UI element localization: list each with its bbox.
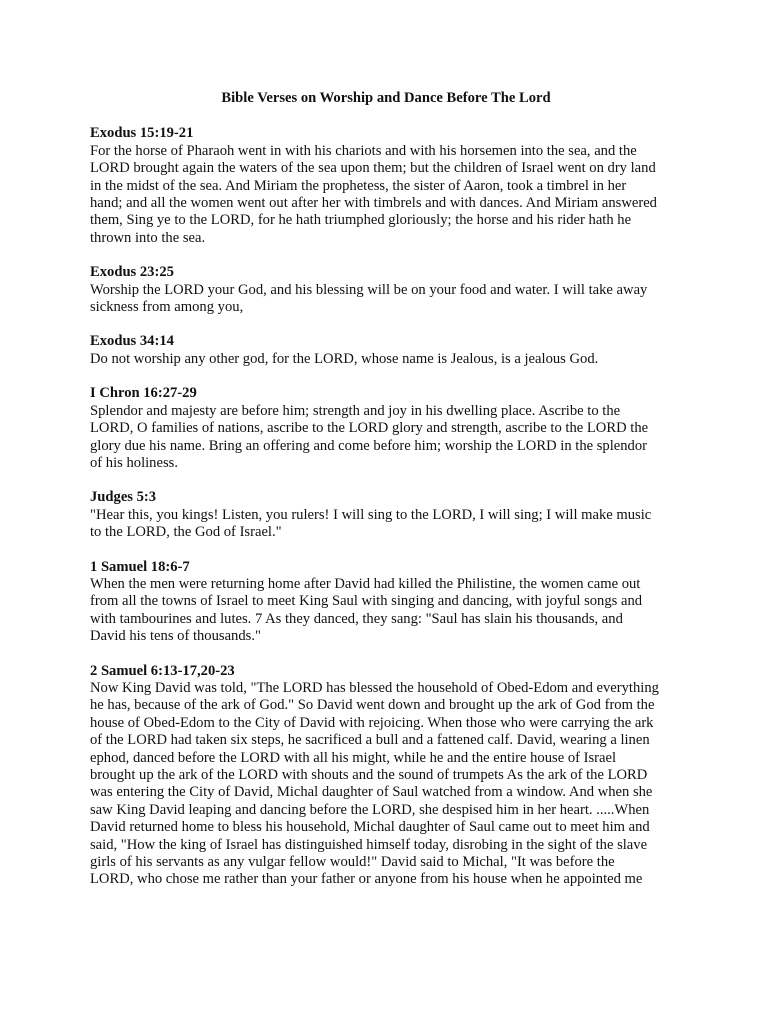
verse-text: When the men were returning home after David had killed the Philistine, the women came out from all the towns of Israel to meet King Saul with singing and dancing, with joyful songs and with tambourines and lutes. 7 As they danced, they sang: "Saul has slain his thousands, and David his tens of thousands." (90, 575, 643, 645)
verse-text: For the horse of Pharaoh went in with his chariots and with his horsemen into the sea, and the LORD brought again the waters of the sea upon them; but the children of Israel went on dry land in the midst of the sea. And Miriam the prophetess, the sister of Aaron, took a timbrel in her hand; and all the women went out after her with timbrels and with dances. And Miriam answered them, Sing ye to the LORD, for he hath triumphed gloriously; the horse and his rider hath he thrown into the sea. (90, 142, 657, 246)
verse-reference: 2 Samuel 6:13-17,20-23 (90, 662, 235, 679)
verse-block (90, 663, 682, 889)
verse-reference: 1 Samuel 18:6-7 (90, 558, 190, 575)
verse-block (90, 264, 682, 316)
verse-reference: Exodus 15:19-21 (90, 125, 194, 142)
verse-block (90, 333, 682, 368)
verse-block (90, 385, 682, 472)
verse-text: "Hear this, you kings! Listen, you rulers! I will sing to the LORD, I will sing; I will make music to the LORD, the God of Israel." (90, 506, 652, 541)
verse-block (90, 559, 682, 646)
verse-block (90, 489, 682, 541)
verse-text: Do not worship any other god, for the LORD, whose name is Jealous, is a jealous God. (90, 350, 599, 367)
verse-text: Splendor and majesty are before him; strength and joy in his dwelling place. Ascribe to the LORD, O families of nations, ascribe to the LORD glory and strength, ascribe to the LORD the glory due his name. Bring an offering and come before him; worship the LORD in the splendor of his holiness. (90, 402, 649, 471)
verse-reference: Judges 5:3 (90, 489, 157, 506)
page-title: Bible Verses on Worship and Dance Before The Lord (221, 90, 551, 106)
verse-block (90, 125, 682, 247)
verse-reference: Exodus 23:25 (90, 264, 174, 281)
verse-text: Worship the LORD your God, and his blessing will be on your food and water. I will take away sickness from among you, (90, 281, 648, 316)
verse-reference: I Chron 16:27-29 (90, 385, 197, 402)
verse-reference: Exodus 34:14 (90, 333, 174, 350)
verse-text: Now King David was told, "The LORD has blessed the household of Obed-Edom and everything he has, because of the ark of God." So David went down and brought up the ark of God from the house of Obed-Edom to the City of David with rejoicing. When those who were carrying the ark of the LORD had taken six steps, he sacrificed a bull and a fattened calf. David, wearing a linen ephod, danced before the LORD with all his might, while he and the entire house of Israel brought up the ark of the LORD with shouts and the sound of trumpets As the ark of the LORD was entering the City of David, Michal daughter of Saul watched from a window. And when she saw King David leaping and dancing before the LORD, she despised him in her heart. .....When David returned home to bless his household, Michal daughter of Saul came out to meet him and said, "How the king of Israel has distinguished himself today, disrobing in the sight of the slave girls of his servants as any vulgar fellow would!" David said to Michal, "It was before the LORD, who chose me rather than your father or anyone from his house when he appointed me (90, 679, 659, 888)
